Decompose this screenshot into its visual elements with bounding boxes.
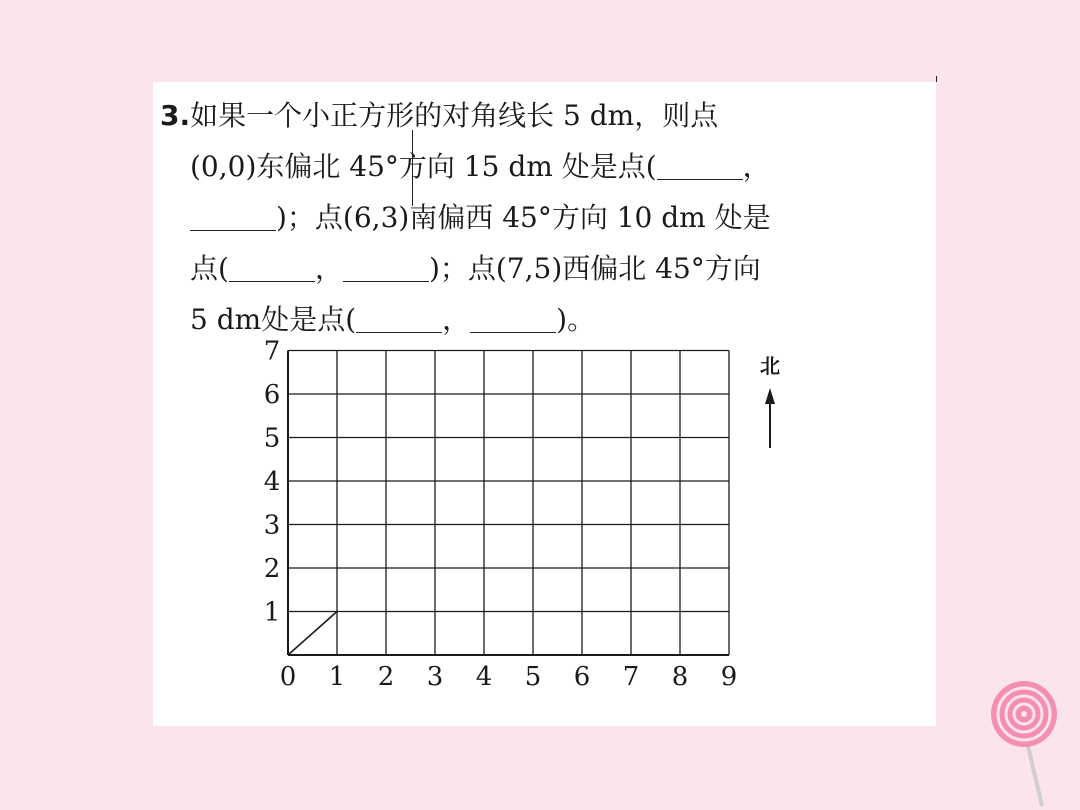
x-tick-label: 8 [671,662,689,690]
x-tick-label: 7 [622,662,640,690]
y-tick-label: 2 [263,554,281,584]
problem-line-5: 5 dm处是点( ， )。 [190,303,596,336]
y-tick-label: 3 [263,510,281,541]
problem-line-3: )；点(6,3)南偏西 45°方向 10 dm 处是 [160,192,860,243]
north-label: 北 [760,354,780,378]
x-tick-label: 2 [377,662,395,690]
diagonal-segment [288,612,337,656]
answer-blank-2y[interactable] [343,251,429,282]
x-tick-label: 5 [524,662,542,690]
x-tick-label: 4 [475,662,493,690]
problem-text [160,90,860,345]
y-tick-label: 7 [263,340,281,367]
north-arrow-head [765,388,775,404]
answer-blank-1y[interactable] [190,200,276,231]
lollipop-icon [990,678,1070,810]
answer-blank-2x[interactable] [229,251,315,282]
answer-blank-3x[interactable] [356,302,442,333]
x-tick-label: 6 [573,662,591,690]
x-tick-label: 1 [328,662,346,690]
question-number: 3. [160,99,191,132]
x-tick-label: 0 [279,662,297,690]
coordinate-grid [250,340,810,690]
problem-line-4: 点( ， )；点(7,5)西偏北 45°方向 [190,252,761,285]
text-cursor [412,130,413,206]
problem-line-2: (0,0)东偏北 45°方向 15 dm 处是点( ， [190,150,771,183]
problem-line-1: 3.如果一个小正方形的对角线长 5 dm，则点 [160,99,719,132]
y-tick-label: 6 [263,380,281,410]
answer-blank-1x[interactable] [657,149,743,180]
answer-blank-3y[interactable] [470,302,556,333]
corner-tick [932,76,937,82]
y-tick-label: 5 [263,423,281,454]
y-tick-label: 4 [263,467,281,497]
y-tick-label: 1 [263,597,281,628]
x-tick-label: 9 [720,662,738,690]
x-tick-label: 3 [426,662,444,690]
